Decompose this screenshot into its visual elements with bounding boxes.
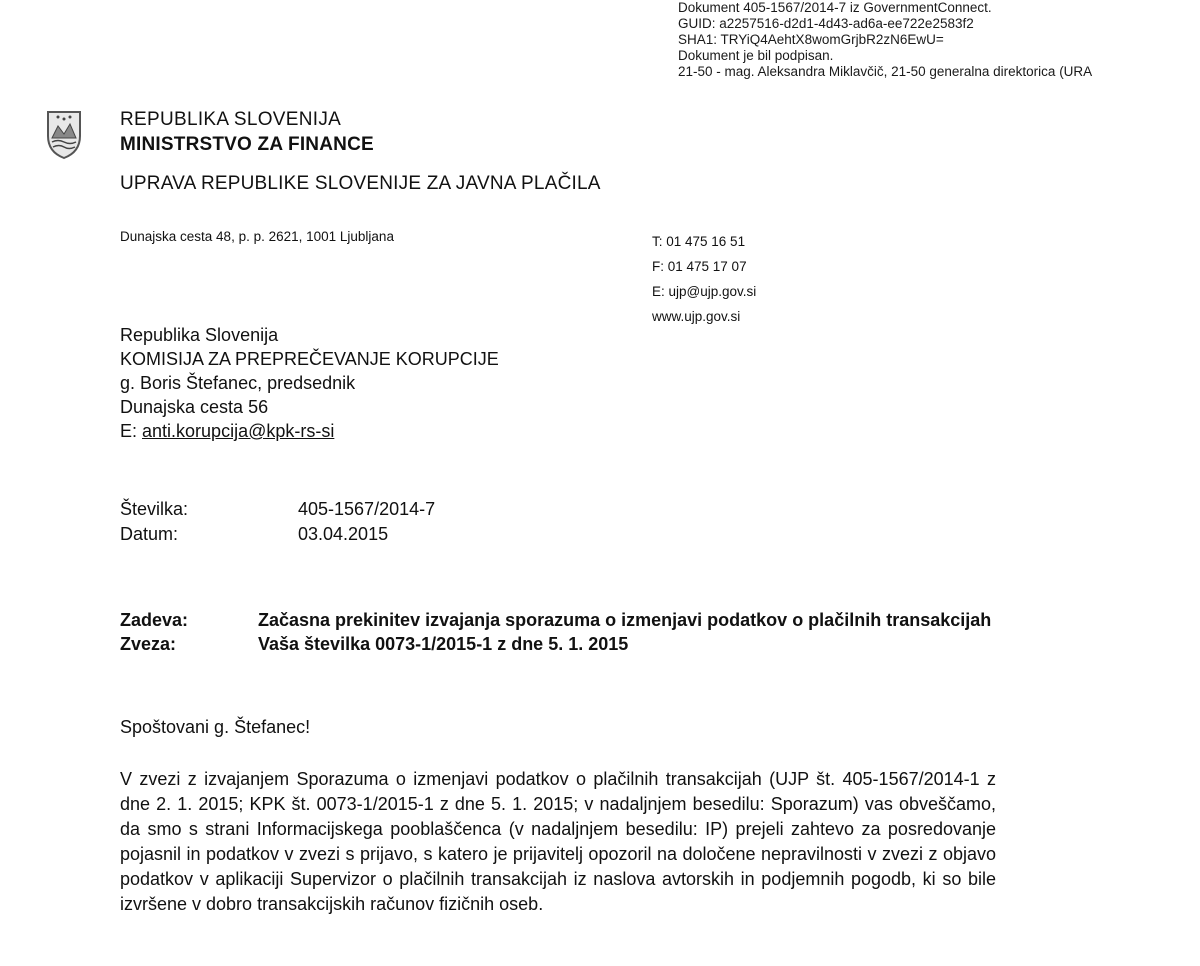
reference-value: Vaša številka 0073-1/2015-1 z dne 5. 1. 2015 (258, 634, 629, 654)
subject-label: Zadeva: (120, 610, 189, 630)
subject-row (120, 608, 1028, 632)
stamp-sha1-line: SHA1: TRYiQ4AehtX8womGrjbR2zN6EwU= (678, 32, 944, 47)
contact-fax: F: 01 475 17 07 (652, 259, 747, 274)
recipient-email-prefix: E: (120, 421, 143, 441)
recipient-block (120, 323, 499, 443)
recipient-line-person: g. Boris Štefanec, predsednik (120, 373, 356, 393)
recipient-email-link[interactable]: anti.korupcija@kpk-rs-si (142, 421, 335, 441)
contact-block (652, 229, 756, 329)
stamp-signed-line: Dokument je bil podpisan. (678, 48, 834, 63)
recipient-line-institution: KOMISIJA ZA PREPREČEVANJE KORUPCIJE (120, 349, 499, 369)
meta-number-label: Številka: (120, 499, 189, 519)
meta-date-row (120, 522, 435, 547)
stamp-signer-line: 21-50 - mag. Aleksandra Miklavčič, 21-50 generalna direktorica (URA (678, 64, 1093, 79)
sender-address: Dunajska cesta 48, p. p. 2621, 1001 Ljubljana (120, 229, 394, 244)
recipient-line-address: Dunajska cesta 56 (120, 397, 269, 417)
header-agency: UPRAVA REPUBLIKE SLOVENIJE ZA JAVNA PLAČILA (120, 173, 601, 194)
document-meta (120, 497, 435, 547)
header-country: REPUBLIKA SLOVENIJA (120, 109, 342, 130)
recipient-line-country: Republika Slovenija (120, 325, 279, 345)
recipient-line-email (120, 419, 499, 443)
signature-stamp (678, 0, 1092, 80)
subject-block (120, 608, 1028, 656)
meta-date-value: 03.04.2015 (298, 524, 389, 544)
coat-of-arms-icon (44, 108, 84, 160)
contact-phone: T: 01 475 16 51 (652, 234, 746, 249)
subject-value: Začasna prekinitev izvajanja sporazuma o izmenjavi podatkov o plačilnih transakcijah (258, 610, 992, 630)
stamp-document-line: Dokument 405-1567/2014-7 iz GovernmentConnect. (678, 0, 992, 15)
letter-body-paragraph: V zvezi z izvajanjem Sporazuma o izmenjavi podatkov o plačilnih transakcijah (UJP št. 405-1567/2014-1 z dne 2. 1. 2015; KPK št. 0073-1/2015-1 z dne 5. 1. 2015; v nadaljnjem besedilu: Sporazum) vas obveščamo, da smo s strani Informacijskega pooblaščenca (v nadaljnjem besedilu: IP) prejeli zahtevo za posredovanje pojasnil in podatkov v zvezi s prijavo, s katero je prijavitelj opozoril na določene nepravilnosti v zvezi z objavo podatkov v aplikaciji Supervizor o plačilnih transakcijah iz naslova avtorskih in podjemnih pogodb, ki so bile izvršene v dobro transakcijskih računov fizičnih oseb. (120, 769, 996, 914)
contact-email[interactable]: E: ujp@ujp.gov.si (652, 284, 757, 299)
contact-web[interactable]: www.ujp.gov.si (652, 309, 741, 324)
meta-number-row (120, 497, 435, 522)
letter-greeting: Spoštovani g. Štefanec! (120, 717, 311, 737)
meta-number-value: 405-1567/2014-7 (298, 499, 436, 519)
reference-row (120, 632, 1028, 656)
stamp-guid-line: GUID: a2257516-d2d1-4d43-ad6a-ee722e2583f2 (678, 16, 974, 31)
meta-date-label: Datum: (120, 524, 179, 544)
header-ministry: MINISTRSTVO ZA FINANCE (120, 134, 374, 155)
reference-label: Zveza: (120, 634, 177, 654)
